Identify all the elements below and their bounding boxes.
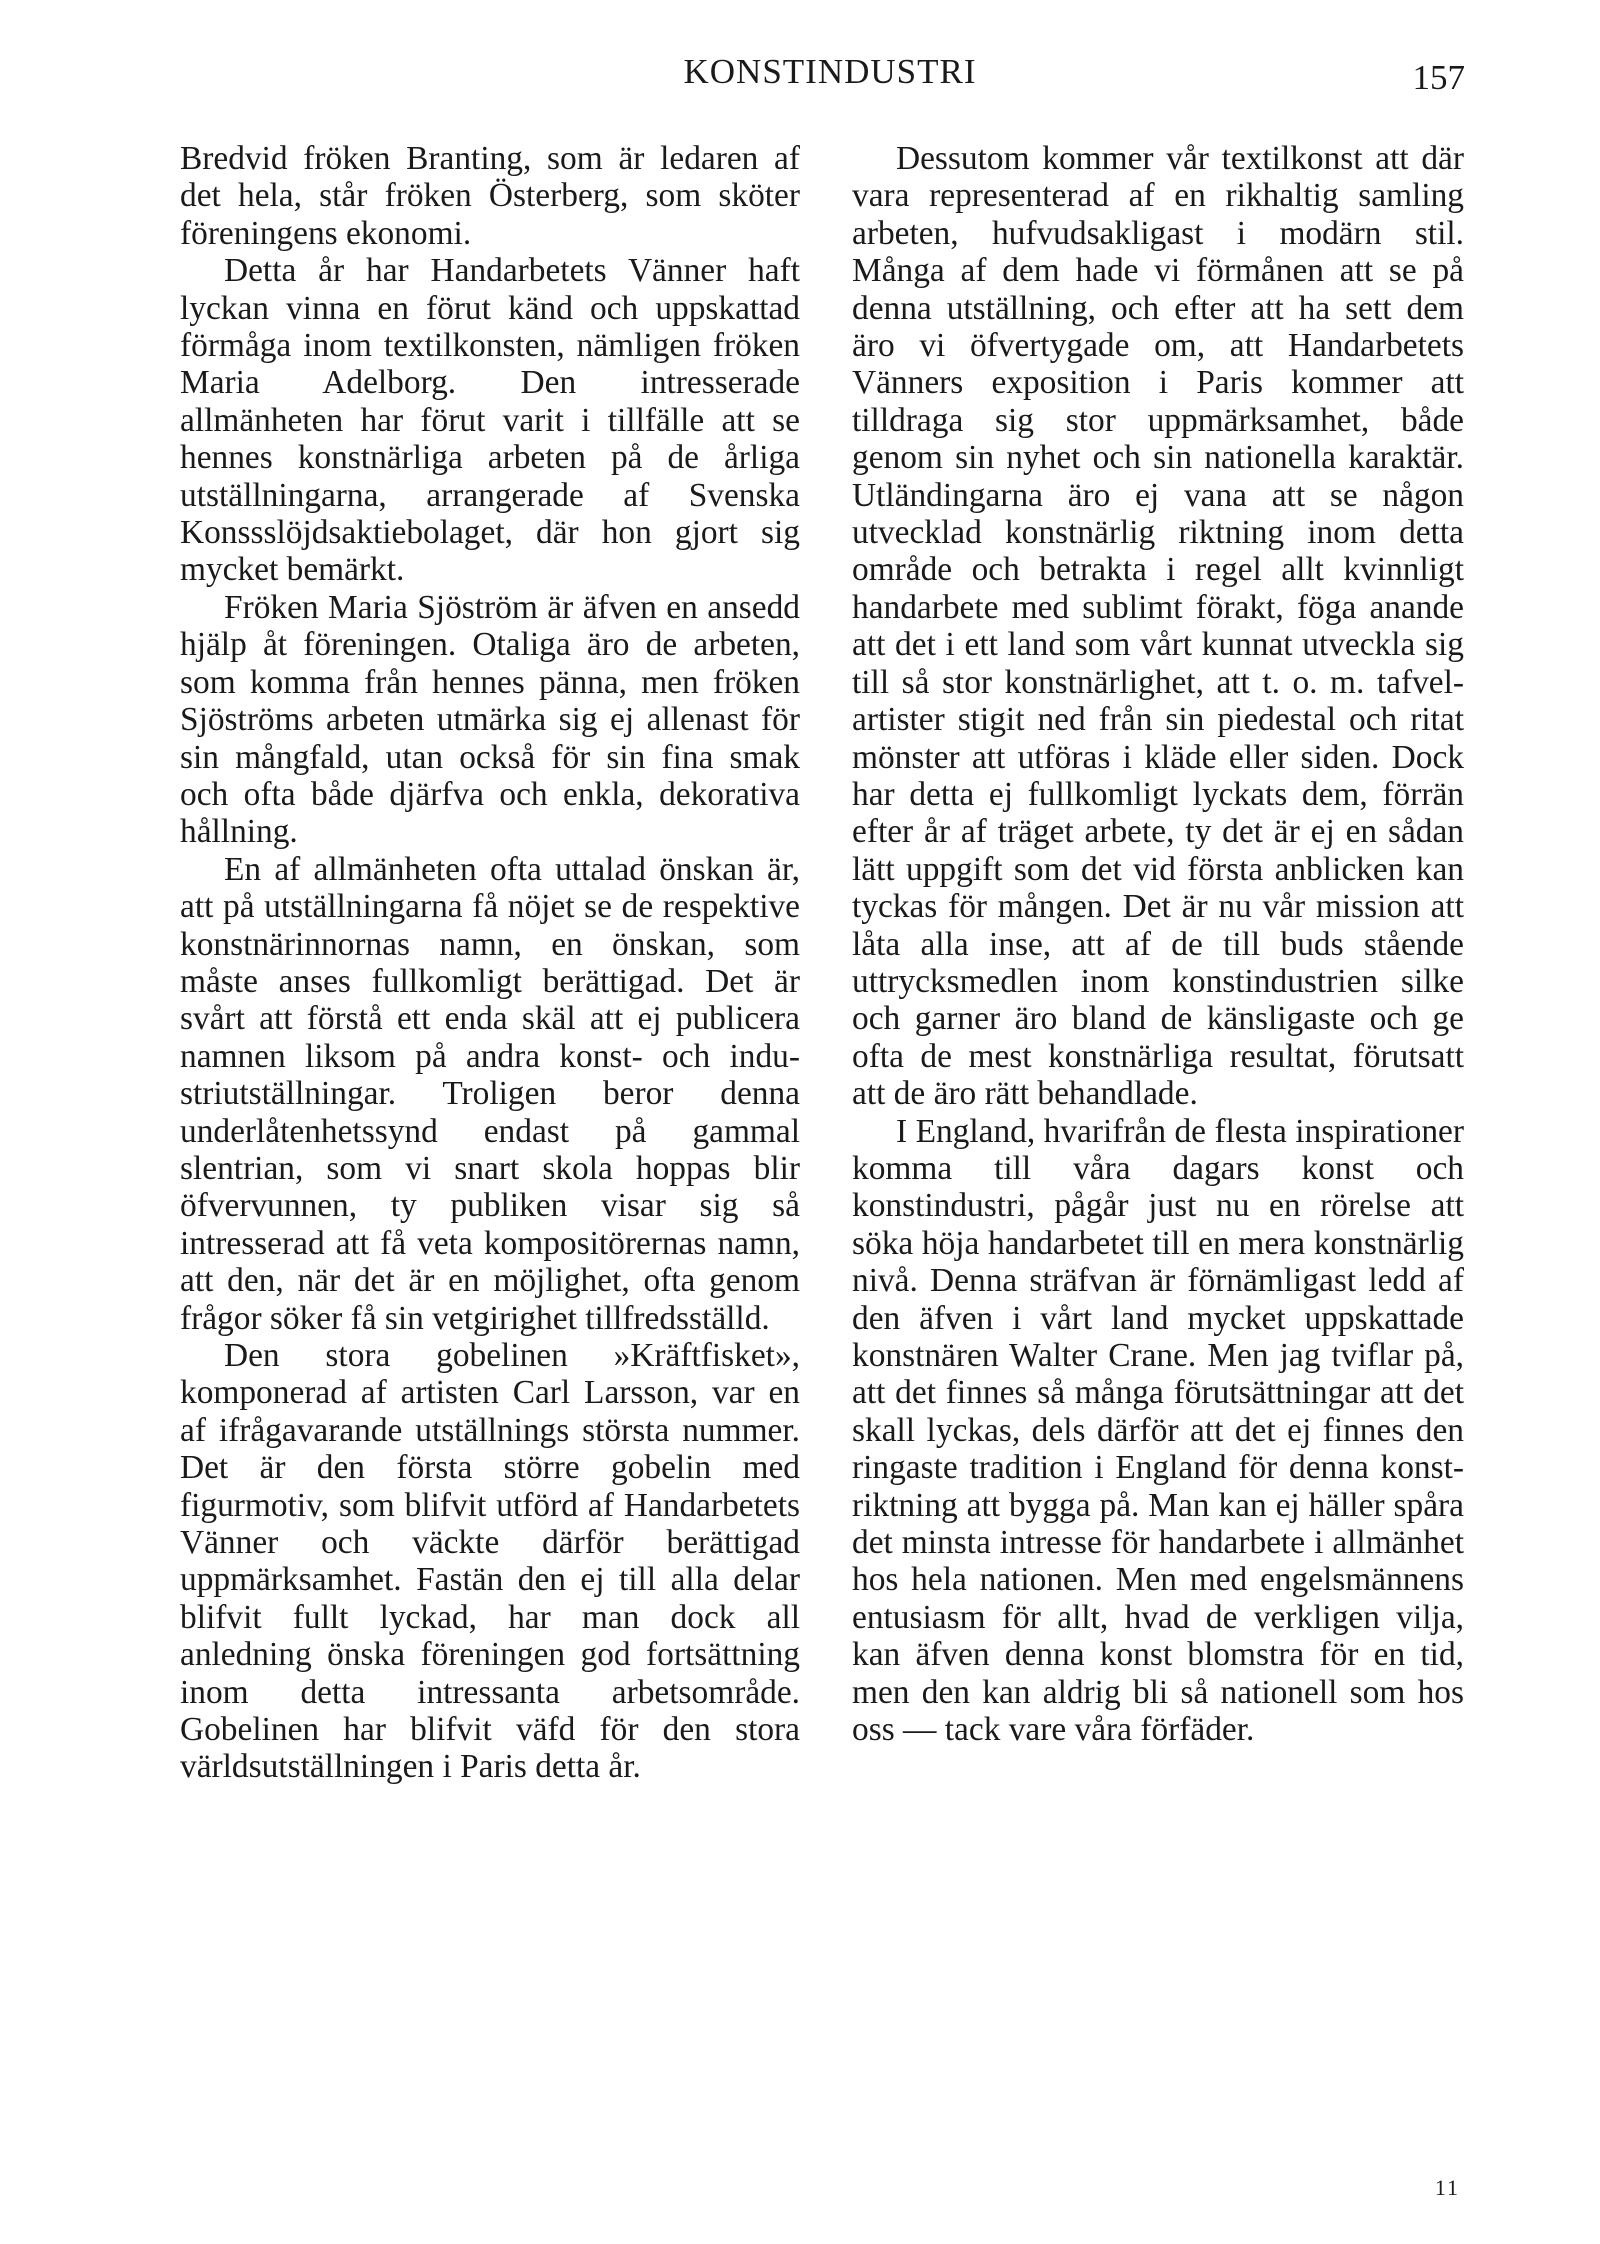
left-column (180, 140, 800, 1786)
signature-mark: 11 (1434, 2175, 1460, 2200)
paragraph: Den stora gobelinen »Kräftfisket», komponerad af artisten Carl Larsson, var en af ifrågavarande utställnings största nummer. Det är den första större gobelin med figurmotiv, som blifvit utförd af Handarbetets Vänner och väckte därför berättigad uppmärksamhet. Fastän den ej till alla delar blifvit fullt lyckad, har man dock all anledning önska föreningen god fortsättning inom detta intressanta arbetsområde. Gobelinen har blifvit väfd för den stora världsutställningen i Paris detta år. (180, 1337, 800, 1786)
paragraph: Bredvid fröken Branting, som är ledaren af det hela, står fröken Österberg, som sköter föreningens ekonomi. (180, 140, 800, 252)
paragraph: Fröken Maria Sjöström är äfven en ansedd hjälp åt föreningen. Otaliga äro de arbeten, som komma från hennes pänna, men fröken Sjöströms arbeten utmärka sig ej allenast för sin mångfald, utan också för sin fina smak och ofta både djärfva och enkla, dekorativa hållning. (180, 588, 800, 851)
running-title: KONSTINDUSTRI (683, 52, 977, 91)
page-number: 157 (1412, 58, 1465, 97)
right-column (852, 140, 1464, 1748)
paragraph: Dessutom kommer vår textilkonst att där vara representerad af en rikhaltig samling arbeten, hufvudsakligast i modärn stil. Många af dem hade vi förmånen att se på denna utställning, och efter att ha sett dem äro vi öfvertygade om, att Handarbetets Vänners exposition i Paris kommer att tilldraga sig stor uppmärksamhet, både genom sin nyhet och sin nationella karaktär. Utländingarna äro ej vana att se någon utvecklad konstnärlig riktning inom detta område och betrakta i regel allt kvinnligt handarbete med sublimt förakt, föga anande att det i ett land som vårt kunnat utveckla sig till så stor konstnärlighet, att t. o. m. tafvelartister stigit ned från sin piedestal och ritat mönster att utföras i kläde eller siden. Dock har detta ej fullkomligt lyckats dem, förrän efter år af träget arbete, ty det är ej en sådan lätt uppgift som det vid första anblicken kan tyckas för mången. Det är nu vår mission att låta alla inse, att af de till buds stående uttrycksmedlen inom konstindustrien silke och garner äro bland de känsligaste och ge ofta de mest konstnärliga resultat, förutsatt att de äro rätt behandlade. (852, 140, 1464, 1113)
paragraph: En af allmänheten ofta uttalad önskan är, att på utställningarna få nöjet se de respektive konstnärinnornas namn, en önskan, som måste anses fullkomligt berättigad. Det är svårt att förstå ett enda skäl att ej publicera namnen liksom på andra konst- och industriutställningar. Troligen beror denna underlåtenhetssynd endast på gammal slentrian, som vi snart skola hoppas blir öfvervunnen, ty publiken visar sig så intresserad att få veta kompositörernas namn, att den, när det är en möjlighet, ofta genom frågor söker få sin vetgirighet tillfredsställd. (180, 850, 800, 1337)
paragraph: I England, hvarifrån de flesta inspirationer komma till våra dagars konst och konstindustri, pågår just nu en rörelse att söka höja handarbetet till en mera konstnärlig nivå. Denna sträfvan är förnämligast ledd af den äfven i vårt land mycket uppskattade konstnären Walter Crane. Men jag tviflar på, att det finnes så många förutsättningar att det skall lyckas, dels därför att det ej finnes den ringaste tradition i England för denna konstriktning att bygga på. Man kan ej häller spåra det minsta intresse för handarbete i allmänhet hos hela nationen. Men med engelsmännens entusiasm för allt, hvad de verkligen vilja, kan äfven denna konst blomstra för en tid, men den kan aldrig bli så nationell som hos oss — tack vare våra förfäder. (852, 1112, 1464, 1749)
paragraph: Detta år har Handarbetets Vänner haft lyckan vinna en förut känd och uppskattad förmåga inom textilkonsten, nämligen fröken Maria Adelborg. Den intresserade allmänheten har förut varit i tillfälle att se hennes konstnärliga arbeten på de årliga utställningarna, arrangerade af Svenska Konssslöjdsaktiebolaget, där hon gjort sig mycket bemärkt. (180, 252, 800, 589)
